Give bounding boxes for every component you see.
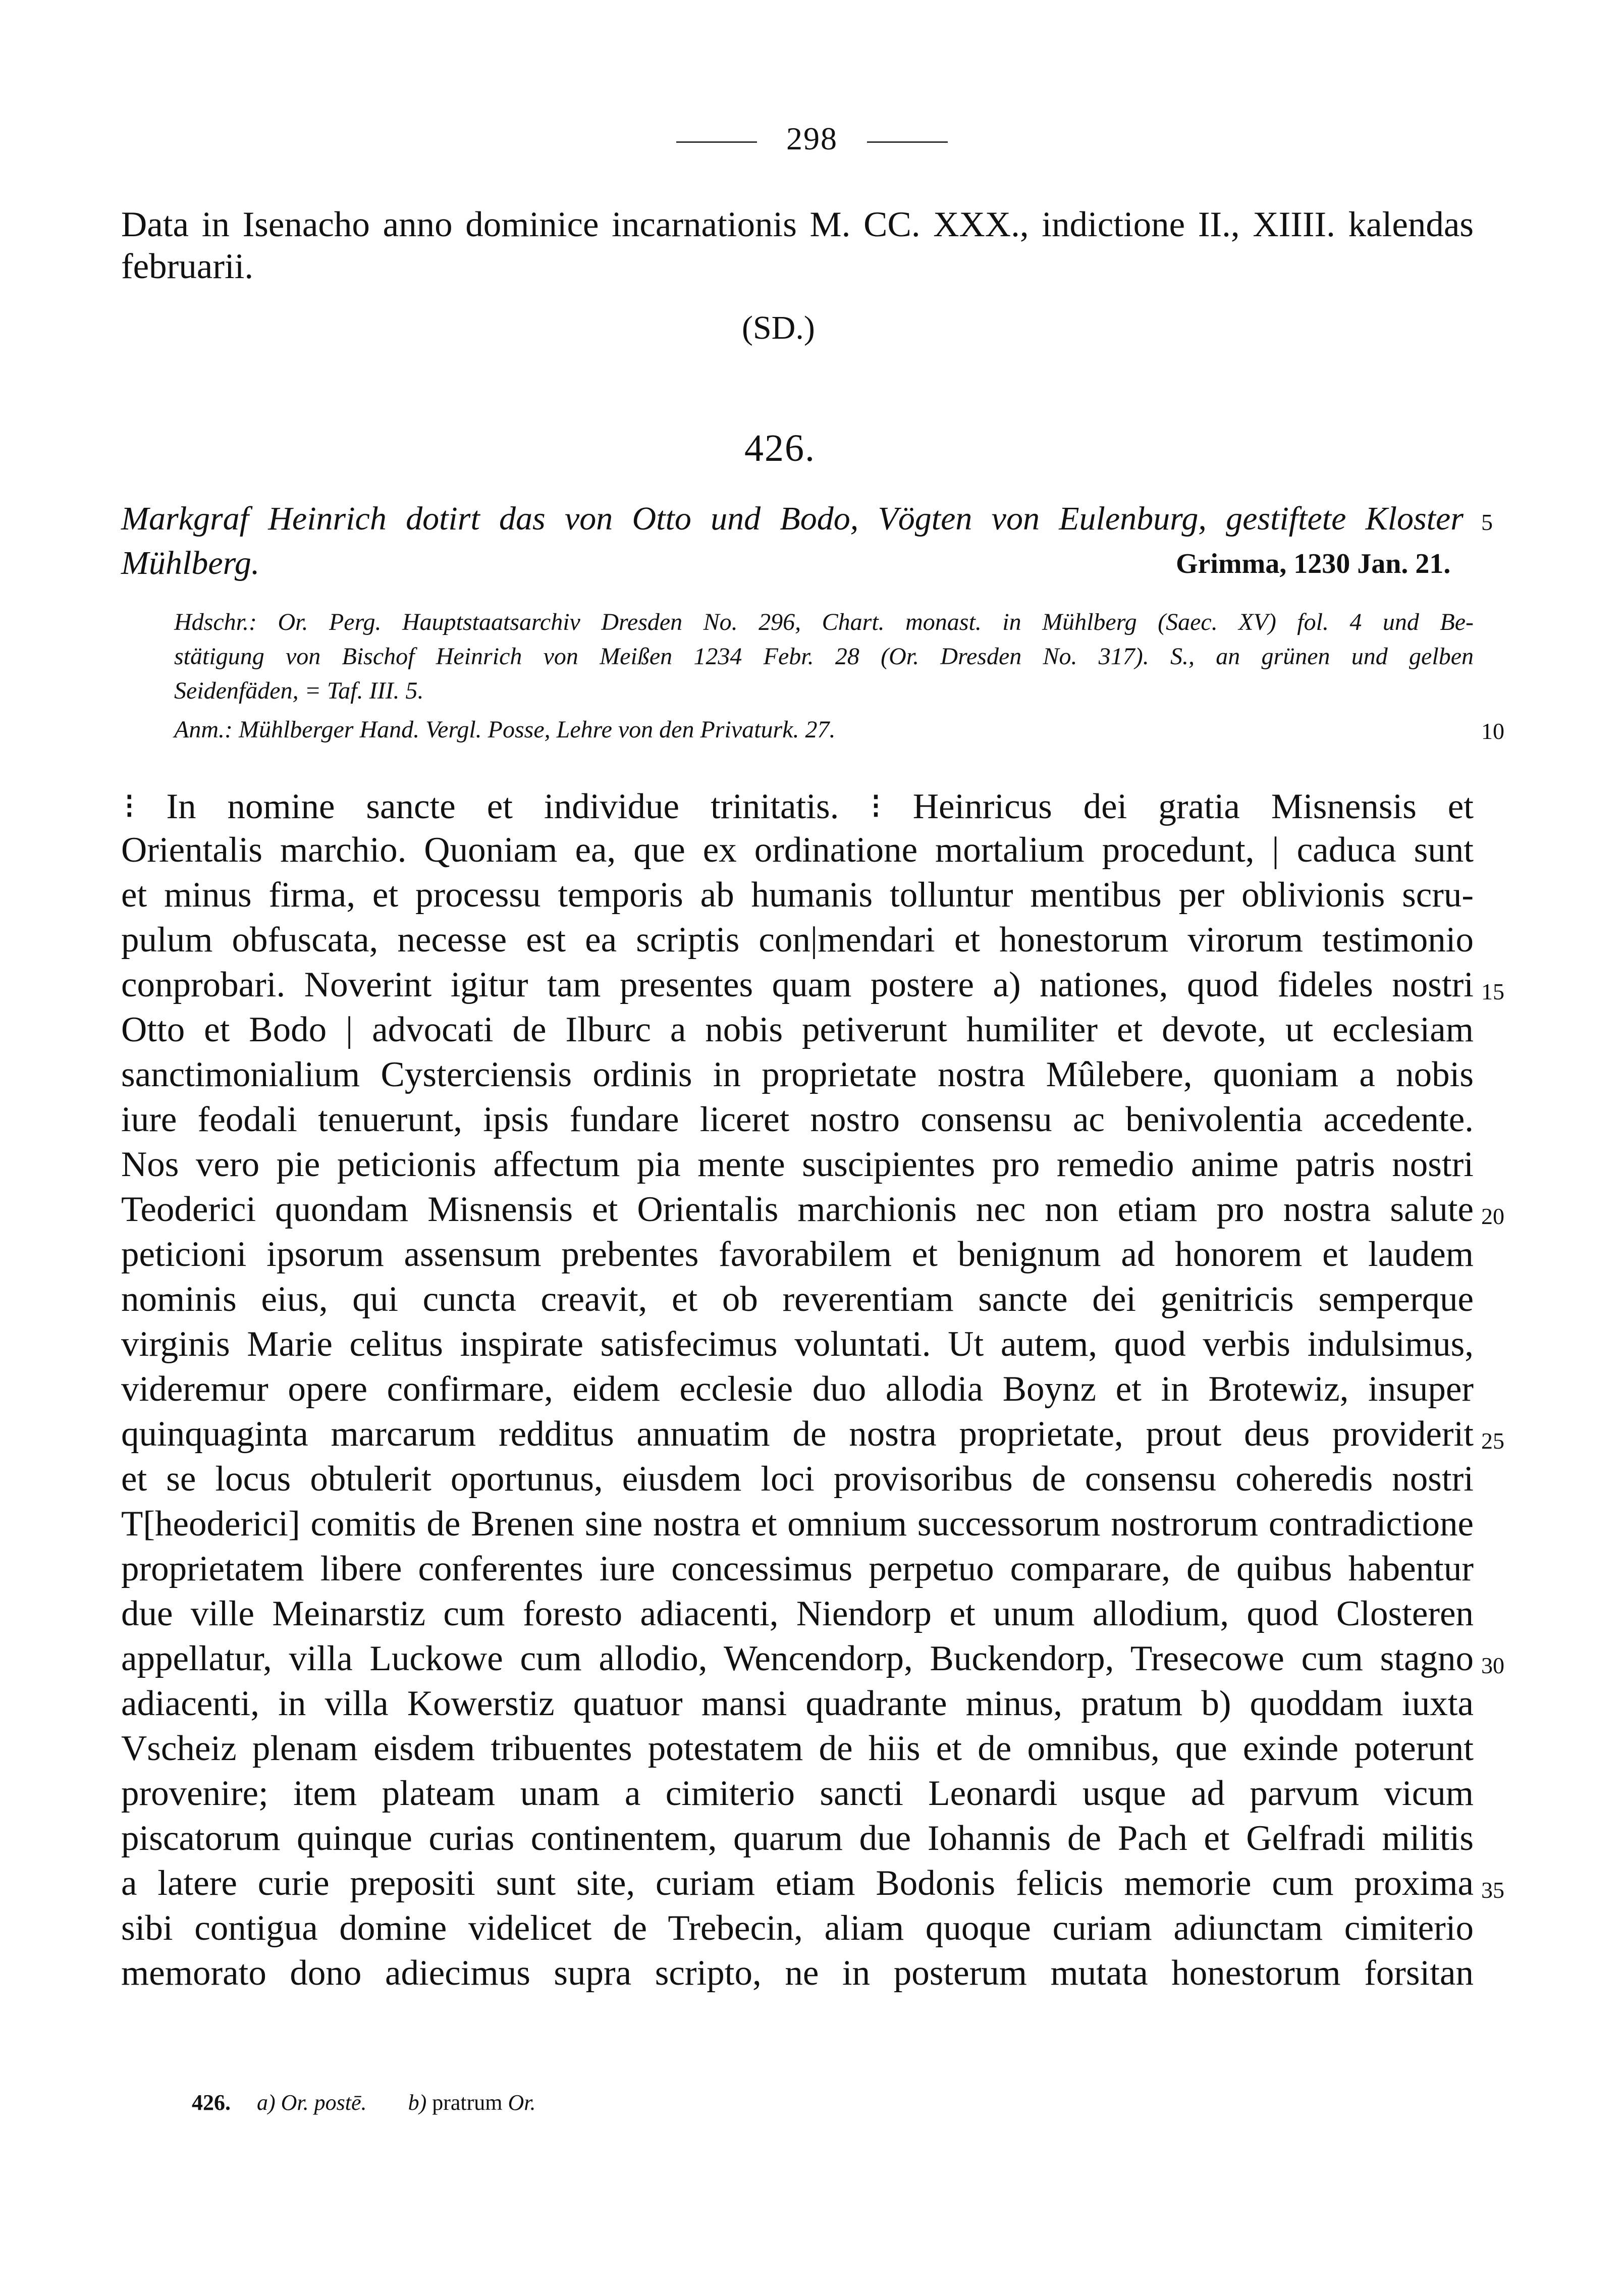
footnote-b-mark: b): [408, 2090, 427, 2115]
text-line: pulum obfuscata, necesse est ea scriptis con|mendari et honestorum virorum testimonio: [121, 920, 1474, 960]
text-line: Nos vero pie peticionis affectum pia mente suscipientes pro remedio anime patris nostri: [121, 1145, 1474, 1184]
line-number-35: 35: [1481, 1877, 1504, 1903]
page-number: 298: [786, 121, 838, 156]
line-number-20: 20: [1481, 1203, 1504, 1229]
text-line: nominis eius, qui cuncta creavit, et ob reverentiam sancte dei genitricis semperque: [121, 1280, 1474, 1319]
footnote-b-text: pratrum: [432, 2090, 503, 2115]
text-line: adiacenti, in villa Kowerstiz quatuor mansi quadrante minus, pratum b) quoddam iuxta: [121, 1684, 1474, 1723]
line-number-15: 15: [1481, 979, 1504, 1004]
source-line-3: Seidenfäden, = Taf. III. 5.: [174, 677, 424, 704]
text-line: due ville Meinarstiz cum foresto adiacenti, Niendorp et unum allodium, quod Closteren: [121, 1594, 1474, 1633]
place-date: Grimma, 1230 Jan. 21.: [1176, 548, 1451, 579]
running-header: [0, 120, 1624, 157]
text-line: sanctimonialium Cysterciensis ordinis in proprietate nostra Mûlebere, quoniam a nobis: [121, 1055, 1474, 1094]
document-number: 426.: [744, 427, 816, 469]
text-line: peticioni ipsorum assensum prebentes favorabilem et benignum ad honorem et laudem: [121, 1235, 1474, 1274]
text-line: quinquaginta marcarum redditus annuatim de nostra proprietate, prout deus providerit: [121, 1414, 1474, 1454]
text-line: conprobari. Noverint igitur tam presentes quam postere a) nationes, quod fideles nostri: [121, 965, 1474, 1004]
text-line: iure feodali tenuerunt, ipsis fundare liceret nostro consensu ac benivolentia accedente.: [121, 1100, 1474, 1139]
text-line: Teoderici quondam Misnensis et Orientalis marchionis nec non etiam pro nostra salute: [121, 1190, 1474, 1229]
header-rule-right: [867, 141, 948, 143]
text-line: et se locus obtulerit oportunus, eiusdem loci provisoribus de consensu coheredis nostri: [121, 1459, 1474, 1499]
text-line: et minus firma, et processu temporis ab humanis tolluntur mentibus per oblivionis scru-: [121, 875, 1474, 915]
regest-line-2: Mühlberg.: [121, 545, 260, 581]
carryover-line-1: Data in Isenacho anno dominice incarnationis M. CC. XXX., indictione II., XIIII. kalendas: [121, 205, 1474, 244]
seal-note: (SD.): [742, 309, 815, 346]
footnotes: [192, 2090, 536, 2115]
footnote-a-text: Or. postē.: [281, 2090, 367, 2115]
regest-line-1: Markgraf Heinrich dotirt das von Otto und Bodo, Vögten von Eulenburg, gestiftete Kloster: [121, 500, 1464, 537]
footnote-a-mark: a): [257, 2090, 276, 2115]
text-line: Vscheiz plenam eisdem tribuentes potestatem de hiis et de omnibus, que exinde poterunt: [121, 1729, 1474, 1768]
text-line: sibi contigua domine videlicet de Trebecin, aliam quoque curiam adiunctam cimiterio: [121, 1908, 1474, 1948]
text-line: virginis Marie celitus inspirate satisfecimus voluntati. Ut autem, quod verbis indulsimus,: [121, 1324, 1474, 1364]
text-line: Orientalis marchio. Quoniam ea, que ex ordinatione mortalium procedunt, | caduca sunt: [121, 830, 1474, 870]
source-line-1: Hdschr.: Or. Perg. Hauptstaatsarchiv Dresden No. 296, Chart. monast. in Mühlberg (Saec. XV) fol. 4 und Be-: [174, 609, 1474, 635]
text-line: appellatur, villa Luckowe cum allodio, Wencendorp, Buckendorp, Tresecowe cum stagno: [121, 1639, 1474, 1678]
header-rule-left: [676, 141, 757, 143]
line-number-5: 5: [1481, 509, 1493, 535]
text-line: Otto et Bodo | advocati de Ilburc a nobis petiverunt humiliter et devote, ut ecclesiam: [121, 1010, 1474, 1049]
source-line-2: stätigung von Bischof Heinrich von Meißen 1234 Febr. 28 (Or. Dresden No. 317). S., an grünen und gelben: [174, 643, 1474, 670]
line-number-10: 10: [1481, 718, 1504, 744]
carryover-line-2: februarii.: [121, 247, 254, 286]
text-line: memorato dono adiecimus supra scripto, ne in posterum mutata honestorum forsitan: [121, 1953, 1474, 1993]
text-line: provenire; item plateam unam a cimiterio sancti Leonardi usque ad parvum vicum: [121, 1774, 1474, 1813]
text-line: videremur opere confirmare, eidem ecclesie duo allodia Boynz et in Brotewiz, insuper: [121, 1369, 1474, 1409]
annotation-line: Anm.: Mühlberger Hand. Vergl. Posse, Lehre von den Privaturk. 27.: [174, 716, 836, 743]
text-line: piscatorum quinque curias continentem, quarum due Iohannis de Pach et Gelfradi militis: [121, 1819, 1474, 1858]
text-line: a latere curie prepositi sunt site, curiam etiam Bodonis felicis memorie cum proxima: [121, 1864, 1474, 1903]
text-line: ⁝ In nomine sancte et individue trinitatis. ⁝ Heinricus dei gratia Misnensis et: [124, 787, 1474, 826]
footnote-label: 426.: [192, 2090, 231, 2115]
line-number-25: 25: [1481, 1428, 1504, 1454]
footnote-b-source: Or.: [508, 2090, 536, 2115]
text-line: proprietatem libere conferentes iure concessimus perpetuo comparare, de quibus habentur: [121, 1549, 1474, 1588]
line-number-30: 30: [1481, 1653, 1504, 1678]
text-line: T[heoderici] comitis de Brenen sine nostra et omnium successorum nostrorum contradictione: [121, 1504, 1474, 1544]
